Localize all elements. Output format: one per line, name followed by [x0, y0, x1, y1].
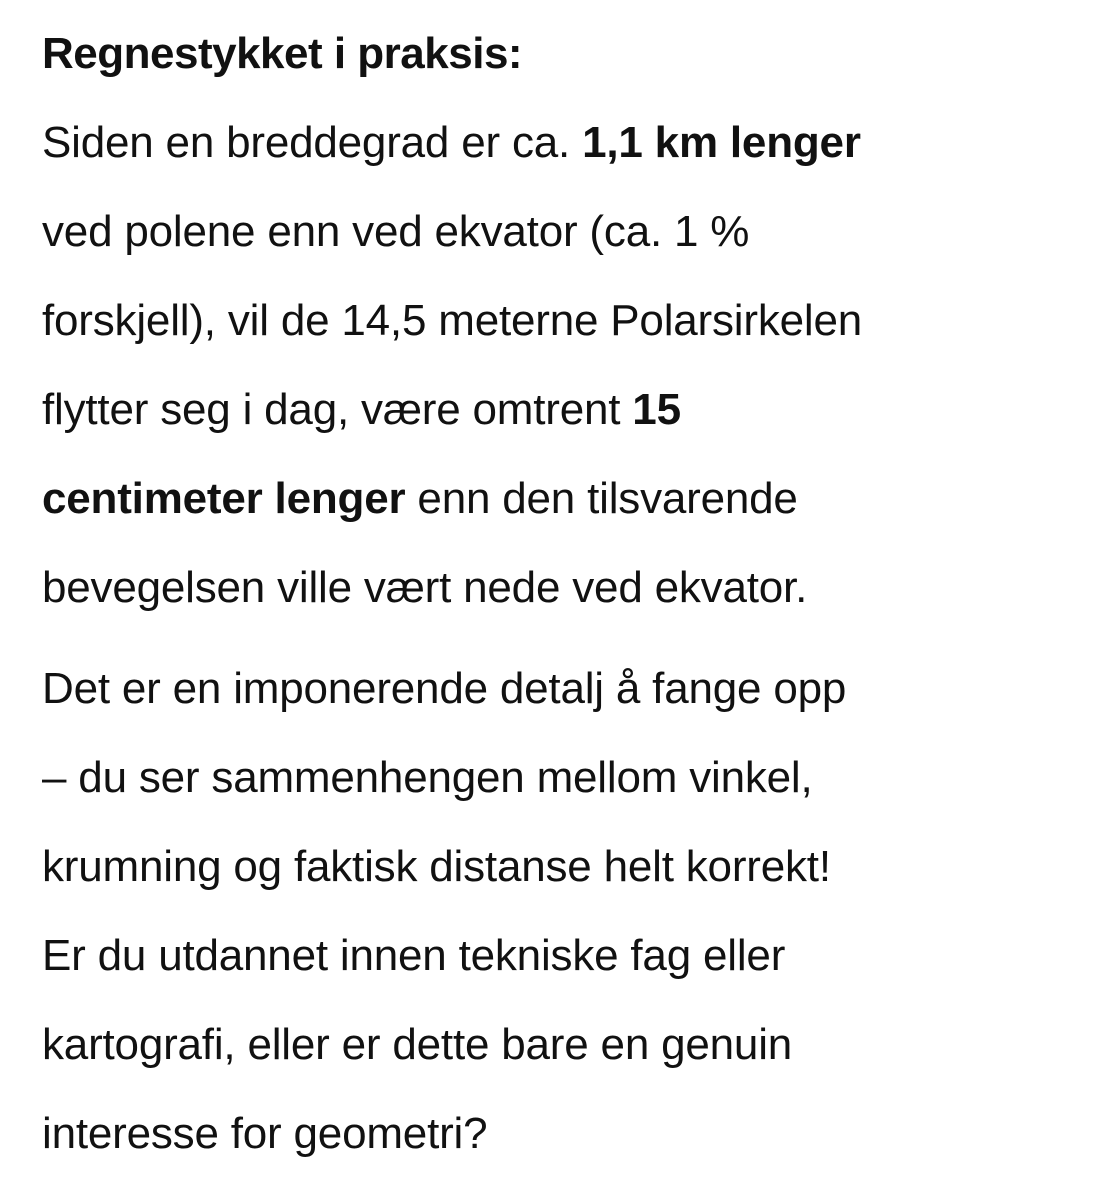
paragraph-line: kartografi, eller er dette bare en genuin — [42, 1020, 793, 1069]
paragraph-question — [42, 644, 1092, 1178]
paragraph-line — [42, 454, 1092, 543]
text-run: Siden en breddegrad er ca. — [42, 118, 583, 167]
paragraph-line: – du ser sammenhengen mellom vinkel, — [42, 753, 813, 802]
paragraph-line: krumning og faktisk distanse helt korrekt! — [42, 842, 831, 891]
paragraph-calculation — [42, 98, 1092, 632]
bold-text: 1,1 km lenger — [582, 118, 861, 167]
paragraph-line: interesse for geometri? — [42, 1109, 488, 1158]
paragraph-line — [42, 365, 1092, 454]
paragraph-line: bevegelsen ville vært nede ved ekvator. — [42, 563, 808, 612]
paragraph-line: ved polene enn ved ekvator (ca. 1 % — [42, 207, 750, 256]
text-run: flytter seg i dag, være omtrent — [42, 385, 633, 434]
paragraph-line — [42, 98, 1092, 187]
paragraph-spacer — [42, 632, 1092, 644]
paragraph-line: forskjell), vil de 14,5 meterne Polarsirkelen — [42, 296, 863, 345]
bold-text: centimeter lenger — [42, 474, 406, 523]
bold-text: 15 — [632, 385, 681, 434]
paragraph-line: Det er en imponerende detalj å fange opp — [42, 664, 847, 713]
message-content — [42, 28, 1092, 1178]
paragraph-line: Er du utdannet innen tekniske fag eller — [42, 931, 786, 980]
section-heading: Regnestykket i praksis: — [42, 29, 523, 78]
text-run: enn den tilsvarende — [405, 474, 798, 523]
